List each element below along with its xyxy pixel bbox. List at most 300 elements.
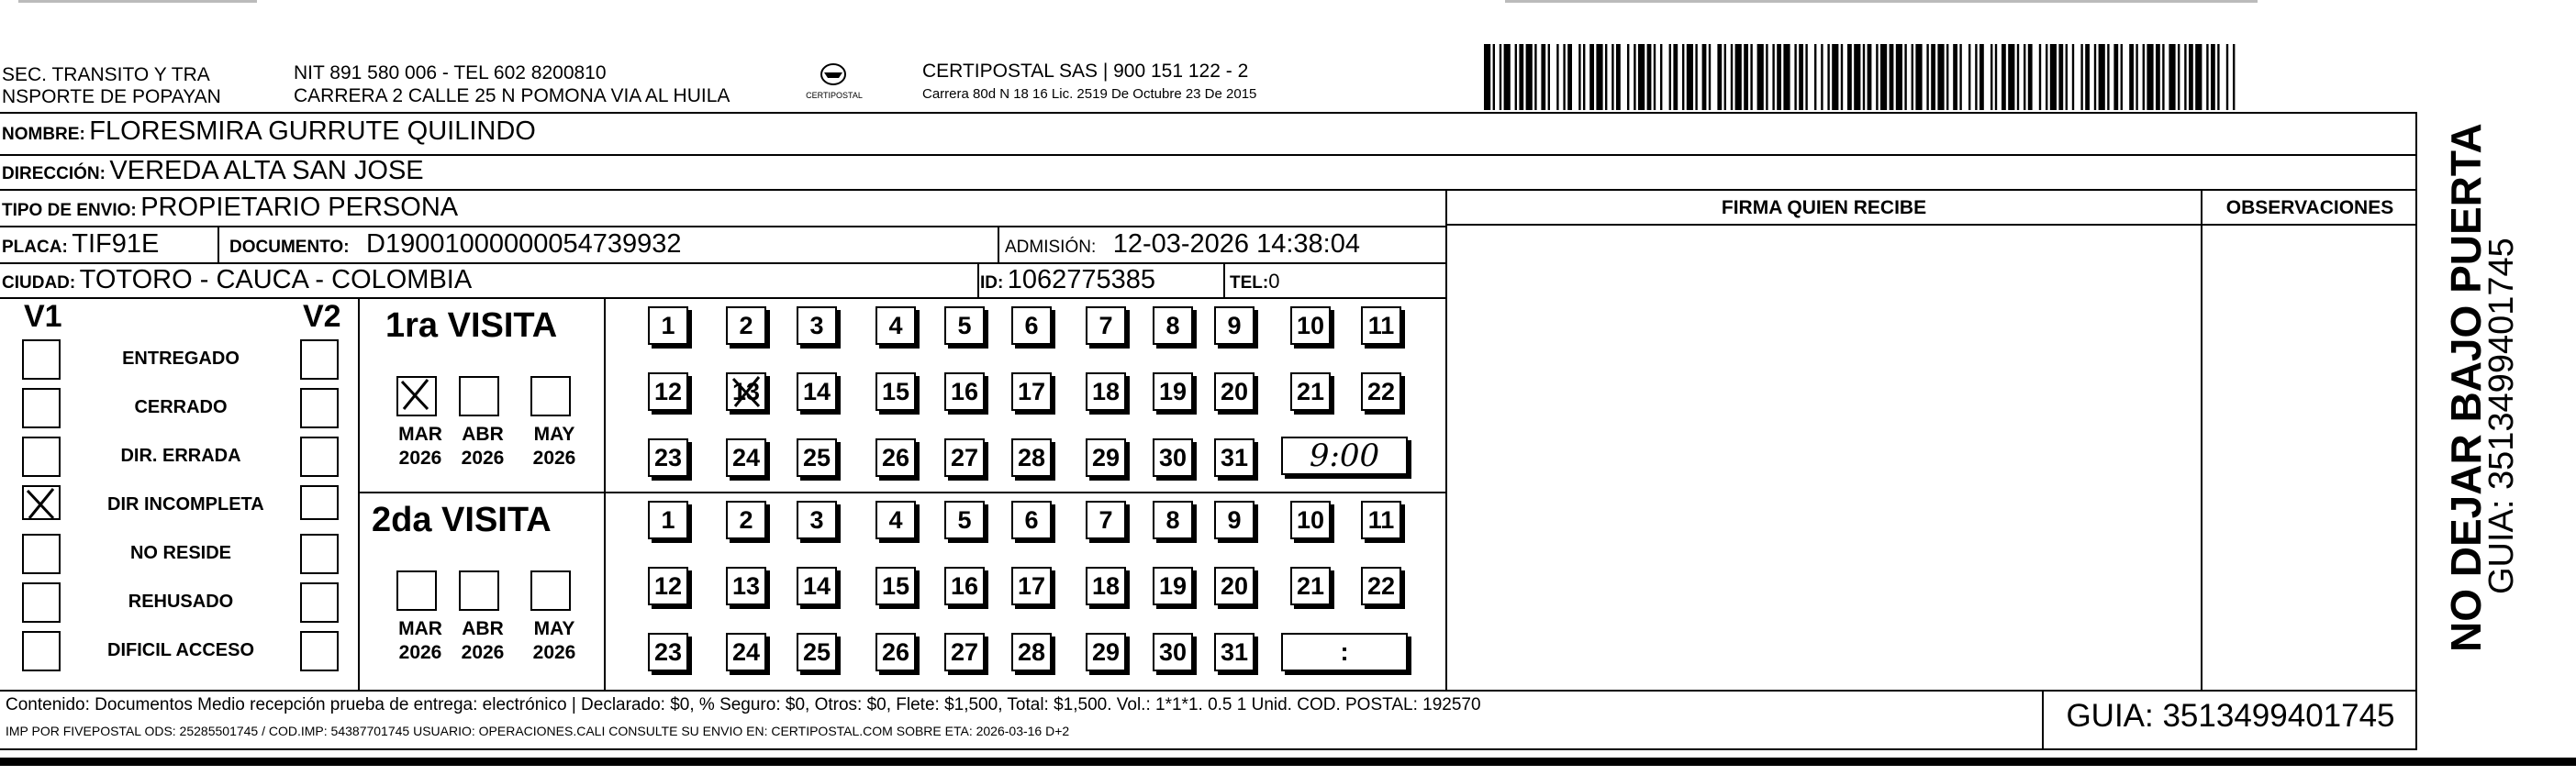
second-day-number: 16 (950, 572, 979, 600)
side-text-no-dejar: NO DEJAR BAJO PUERTA (2442, 123, 2490, 652)
admision-label: ADMISIÓN: (1005, 238, 1097, 257)
first-day-number: 30 (1158, 444, 1188, 471)
second-day-number: 1 (661, 506, 675, 534)
second-day-box[interactable] (944, 567, 985, 605)
footer-contenido: Contenido: Documentos Medio recepción prueba de entrega: electrónico | Declarado: $0, % Seguro: $0, Otros: $0, Flete: $1,500, Total: $1,500. Vol.: 1*1*1. 0.5 1 Unid. COD. POSTAL: 192570 (6, 695, 1481, 714)
nombre-value: FLORESMIRA GURRUTE QUILINDO (89, 116, 536, 146)
v2-checkbox[interactable] (300, 631, 339, 671)
barcode-bar (1915, 44, 1922, 110)
status-label: NO RESIDE (129, 543, 232, 563)
second-day-number: 30 (1158, 638, 1188, 666)
status-label: DIR INCOMPLETA (107, 494, 264, 515)
v2-checkbox[interactable] (300, 582, 339, 623)
first-day-box[interactable] (1290, 306, 1331, 345)
first-day-box[interactable] (797, 372, 837, 411)
barcode-bar (1876, 44, 1878, 110)
barcode-bar (2233, 44, 2235, 110)
first-day-number: 11 (1367, 312, 1395, 339)
second-day-box[interactable] (1214, 501, 1255, 539)
second-day-box[interactable] (648, 567, 688, 605)
tel-label: TEL: (1230, 273, 1269, 293)
first-month-label: ABR (462, 424, 504, 445)
barcode-bar (1946, 44, 1948, 110)
first-day-number: 14 (802, 378, 831, 405)
barcode-bar (1880, 44, 1887, 110)
first-day-number: 23 (653, 444, 683, 471)
second-day-number: 25 (802, 638, 831, 666)
barcode-bar (1863, 44, 1865, 110)
first-year-label: 2026 (532, 448, 576, 469)
top-partial-line (18, 0, 257, 3)
barcode-bar (1805, 44, 1807, 110)
barcode-bar (2147, 44, 2153, 110)
barcode-bar (1583, 44, 1585, 110)
first-day-box[interactable] (1011, 438, 1052, 477)
barcode-bar (1556, 44, 1558, 110)
first-day-number: 31 (1220, 444, 1249, 471)
second-day-box[interactable] (797, 501, 837, 539)
second-day-number: 3 (809, 506, 824, 534)
first-time-box[interactable] (1281, 437, 1408, 475)
check-x-icon (398, 378, 431, 411)
first-day-number: 10 (1296, 312, 1325, 339)
barcode-bar (1766, 44, 1768, 110)
second-day-number: 10 (1296, 506, 1325, 534)
first-day-box[interactable] (1361, 372, 1401, 411)
footer-guia: GUIA: 3513499401745 (2066, 698, 2395, 734)
first-day-box[interactable] (648, 372, 688, 411)
barcode-bar (1777, 44, 1781, 110)
v1-checkbox[interactable] (22, 388, 61, 428)
admision-value: 12-03-2026 14:38:04 (1112, 229, 1360, 259)
barcode-bar (2169, 44, 2175, 110)
second-day-number: 2 (739, 506, 753, 534)
second-day-number: 19 (1158, 572, 1188, 600)
first-day-box[interactable] (944, 306, 985, 345)
placa-divider (217, 227, 219, 262)
first-day-box[interactable] (1086, 306, 1126, 345)
barcode-bar (1709, 44, 1711, 110)
barcode-bar (1757, 44, 1764, 110)
first-month-label: MAR (398, 424, 442, 445)
first-month-label: MAY (533, 424, 575, 445)
second-day-box[interactable] (1086, 633, 1126, 671)
second-day-box[interactable] (944, 633, 985, 671)
firma-label: FIRMA QUIEN RECIBE (1721, 197, 1927, 218)
first-day-number: 22 (1366, 378, 1396, 405)
v1-checkbox[interactable] (22, 485, 61, 520)
first-day-number: 9 (1227, 312, 1242, 339)
v1-checkbox[interactable] (22, 339, 61, 380)
id-divider (977, 264, 979, 297)
first-day-number: 27 (950, 444, 979, 471)
barcode-bar (1995, 44, 1997, 110)
signature-area[interactable] (1447, 226, 2201, 690)
second-day-box[interactable] (944, 501, 985, 539)
first-day-box[interactable] (1086, 372, 1126, 411)
second-day-number: 17 (1017, 572, 1046, 600)
barcode-bar (1735, 44, 1742, 110)
status-label: DIFICIL ACCESO (107, 640, 255, 660)
second-day-box[interactable] (1153, 567, 1193, 605)
second-day-box[interactable] (1290, 567, 1331, 605)
barcode-bar (1589, 44, 1594, 110)
first-month-checkbox[interactable] (530, 376, 571, 416)
first-day-box[interactable] (875, 438, 916, 477)
first-day-number: 26 (881, 444, 910, 471)
second-day-box[interactable] (726, 567, 766, 605)
barcode-bar (2017, 44, 2019, 110)
barcode-bar (1519, 44, 1523, 110)
second-day-number: 24 (731, 638, 761, 666)
second-day-number: 18 (1091, 572, 1121, 600)
barcode-bar (1731, 44, 1733, 110)
second-day-number: 26 (881, 638, 910, 666)
direccion-label: DIRECCIÓN: (2, 164, 106, 183)
status-label: CERRADO (134, 397, 228, 417)
nit-line-2: CARRERA 2 CALLE 25 N POMONA VIA AL HUILA (294, 85, 730, 106)
second-day-number: 15 (881, 572, 910, 600)
barcode-image (1482, 44, 2239, 110)
barcode-bar (2121, 44, 2123, 110)
first-day-number: 29 (1091, 444, 1121, 471)
barcode-bar (1979, 44, 1984, 110)
second-day-box[interactable] (726, 633, 766, 671)
second-day-box[interactable] (875, 501, 916, 539)
placa-label: PLACA: (2, 238, 68, 257)
sender-line-2: NSPORTE DE POPAYAN (2, 86, 221, 107)
first-day-box[interactable] (1361, 306, 1401, 345)
second-day-box[interactable] (648, 501, 688, 539)
nit-line-1: NIT 891 580 006 - TEL 602 8200810 (294, 62, 607, 83)
second-day-box[interactable] (648, 633, 688, 671)
barcode-bar (1953, 44, 1957, 110)
barcode-bar (1504, 44, 1511, 110)
second-day-box[interactable] (1214, 633, 1255, 671)
barcode-bar (2028, 44, 2033, 110)
barcode-bar (2058, 44, 2063, 110)
second-day-box[interactable] (797, 567, 837, 605)
barcode-bar (1847, 44, 1852, 110)
first-day-box[interactable] (726, 438, 766, 477)
second-day-number: 8 (1165, 506, 1180, 534)
barcode-bar (2162, 44, 2164, 110)
second-day-box[interactable] (1086, 501, 1126, 539)
barcode-bar (1794, 44, 1796, 110)
second-day-box[interactable] (797, 633, 837, 671)
id-value: 1062775385 (1007, 265, 1156, 294)
footer-top-line (0, 690, 2417, 692)
barcode-bar (1821, 44, 1823, 110)
first-day-box[interactable] (944, 438, 985, 477)
second-day-number: 7 (1098, 506, 1113, 534)
first-day-box[interactable] (1011, 372, 1052, 411)
first-day-box[interactable] (797, 438, 837, 477)
first-month-checkbox[interactable] (459, 376, 499, 416)
first-day-box[interactable] (648, 306, 688, 345)
barcode-bar (1799, 44, 1803, 110)
admision-field (1005, 229, 1360, 260)
second-day-number: 4 (888, 506, 903, 534)
barcode-bar (1682, 44, 1684, 110)
first-day-box[interactable] (1086, 438, 1126, 477)
nombre-field (2, 116, 536, 147)
first-day-box[interactable] (1153, 438, 1193, 477)
barcode-bar (1926, 44, 1928, 110)
first-day-box[interactable] (1290, 372, 1331, 411)
first-day-box[interactable] (1153, 306, 1193, 345)
barcode-bar (1578, 44, 1580, 110)
second-day-number: 12 (653, 572, 683, 600)
barcode-bar (2085, 44, 2090, 110)
status-label: REHUSADO (128, 592, 234, 612)
documento-value: D19001000000054739932 (366, 229, 682, 259)
barcode-bar (1647, 44, 1652, 110)
barcode-bar (1814, 44, 1816, 110)
first-day-number: 8 (1165, 312, 1180, 339)
tel-divider (1223, 264, 1225, 297)
second-day-box[interactable] (1153, 501, 1193, 539)
carrier-line-1: CERTIPOSTAL SAS | 900 151 122 - 2 (922, 61, 1249, 82)
barcode-bar (1660, 44, 1662, 110)
barcode-bar (2206, 44, 2208, 110)
barcode-bar (1975, 44, 1977, 110)
barcode (1482, 44, 2239, 110)
first-day-box[interactable] (875, 306, 916, 345)
barcode-bar (1702, 44, 1707, 110)
v2-checkbox[interactable] (300, 437, 339, 477)
barcode-bar (1991, 44, 1992, 110)
v1-checkbox[interactable] (22, 631, 61, 671)
second-month-checkbox[interactable] (396, 570, 437, 611)
first-day-box[interactable] (797, 306, 837, 345)
v2-checkbox[interactable] (300, 534, 339, 574)
barcode-bar (1627, 44, 1629, 110)
direccion-value: VEREDA ALTA SAN JOSE (109, 156, 424, 185)
status-label: DIR. ERRADA (120, 446, 241, 466)
visit-split-line (358, 492, 1445, 493)
first-day-box[interactable] (1214, 306, 1255, 345)
first-day-number: 13 (731, 378, 761, 405)
first-day-number: 15 (881, 378, 910, 405)
logo-text: CERTIPOSTAL (806, 91, 863, 100)
barcode-bar (2080, 44, 2082, 110)
second-year-label: 2026 (398, 642, 442, 663)
second-day-box[interactable] (1011, 633, 1052, 671)
first-day-number: 18 (1091, 378, 1121, 405)
check-x-icon (24, 487, 57, 520)
v2-checkbox[interactable] (300, 339, 339, 380)
first-day-box[interactable] (1214, 372, 1255, 411)
tipo-field (2, 193, 458, 223)
tel-field (1230, 270, 1279, 293)
check-x-icon (730, 375, 763, 408)
second-day-number: 5 (957, 506, 972, 534)
barcode-bar (1890, 44, 1894, 110)
barcode-bar (1772, 44, 1774, 110)
tel-value: 0 (1268, 270, 1280, 293)
barcode-bar (1493, 44, 1495, 110)
barcode-bar (1959, 44, 1961, 110)
first-day-number: 6 (1024, 312, 1039, 339)
barcode-bar (2156, 44, 2160, 110)
second-month-checkbox[interactable] (459, 570, 499, 611)
barcode-bar (1783, 44, 1790, 110)
observaciones-label: OBSERVACIONES (2225, 197, 2394, 218)
documento-label: DOCUMENTO: (229, 238, 350, 257)
barcode-bar (2195, 44, 2202, 110)
certipostal-logo (806, 58, 861, 109)
direccion-field (2, 156, 424, 186)
barcode-bar (2184, 44, 2186, 110)
second-day-number: 29 (1091, 638, 1121, 666)
barcode-bar (2008, 44, 2014, 110)
tipo-label: TIPO DE ENVIO: (2, 201, 137, 220)
v1-label: V1 (24, 299, 62, 334)
second-day-number: 6 (1024, 506, 1039, 534)
second-day-box[interactable] (875, 567, 916, 605)
first-month-checkbox[interactable] (396, 376, 437, 416)
second-month-label: MAY (533, 618, 575, 639)
barcode-bar (1634, 44, 1635, 110)
barcode-bar (2094, 44, 2096, 110)
second-year-label: 2026 (532, 642, 576, 663)
barcode-bar (1750, 44, 1752, 110)
barcode-bar (1563, 44, 1565, 110)
barcode-bar (1638, 44, 1645, 110)
first-day-box[interactable] (944, 372, 985, 411)
second-day-number: 31 (1220, 638, 1249, 666)
second-day-box[interactable] (1011, 567, 1052, 605)
side-text-guia: GUIA: 3513499401745 (2482, 238, 2521, 594)
observaciones-area[interactable] (2202, 226, 2417, 690)
ciudad-value: TOTORO - CAUCA - COLOMBIA (79, 265, 473, 294)
second-day-box[interactable] (1361, 501, 1401, 539)
documento-field (229, 229, 682, 260)
first-day-box[interactable] (726, 372, 766, 411)
barcode-bar (1605, 44, 1607, 110)
first-visit-title: 1ra VISITA (385, 306, 558, 345)
first-day-number: 1 (661, 312, 675, 339)
barcode-bar (1654, 44, 1656, 110)
id-label: ID: (980, 273, 1004, 293)
second-day-box[interactable] (1011, 501, 1052, 539)
ciudad-field (2, 265, 472, 295)
barcode-bar (1611, 44, 1613, 110)
second-day-box[interactable] (1214, 567, 1255, 605)
first-day-number: 24 (731, 444, 761, 471)
second-day-box[interactable] (1361, 567, 1401, 605)
first-day-number: 7 (1098, 312, 1113, 339)
first-day-box[interactable] (1214, 438, 1255, 477)
first-day-number: 21 (1296, 378, 1325, 405)
v2-checkbox[interactable] (300, 388, 339, 428)
second-day-number: 28 (1017, 638, 1046, 666)
barcode-bar (1968, 44, 1970, 110)
first-day-number: 4 (888, 312, 903, 339)
first-day-box[interactable] (1011, 306, 1052, 345)
second-day-box[interactable] (726, 501, 766, 539)
barcode-bar (2189, 44, 2193, 110)
first-day-number: 5 (957, 312, 972, 339)
second-day-box[interactable] (875, 633, 916, 671)
v2-checkbox[interactable] (300, 485, 339, 520)
first-day-box[interactable] (648, 438, 688, 477)
placa-field (2, 229, 159, 260)
second-day-number: 20 (1220, 572, 1249, 600)
first-day-number: 20 (1220, 378, 1249, 405)
top-partial-line-right (1505, 0, 2258, 3)
second-day-number: 11 (1367, 506, 1395, 534)
second-month-checkbox[interactable] (530, 570, 571, 611)
first-day-number: 16 (950, 378, 979, 405)
second-day-box[interactable] (1290, 501, 1331, 539)
barcode-bar (1596, 44, 1602, 110)
barcode-bar (1695, 44, 1697, 110)
barcode-bar (2226, 44, 2228, 110)
v1-checkbox[interactable] (22, 437, 61, 477)
barcode-bar (1515, 44, 1517, 110)
barcode-bar (1937, 44, 1944, 110)
id-field (980, 265, 1155, 295)
v1-checkbox[interactable] (22, 582, 61, 623)
second-day-number: 21 (1296, 572, 1325, 600)
first-day-box[interactable] (1153, 372, 1193, 411)
barcode-bar (1931, 44, 1935, 110)
barcode-bar (1832, 44, 1838, 110)
second-time-box[interactable] (1281, 633, 1408, 671)
barcode-bar (2143, 44, 2145, 110)
barcode-bar (2066, 44, 2068, 110)
barcode-bar (1744, 44, 1748, 110)
barcode-bar (1904, 44, 1906, 110)
barcode-bar (2039, 44, 2041, 110)
first-day-box[interactable] (875, 372, 916, 411)
barcode-bar (2129, 44, 2134, 110)
barcode-bar (1534, 44, 1536, 110)
barcode-bar (1526, 44, 1533, 110)
barcode-bar (1548, 44, 1550, 110)
barcode-bar (1500, 44, 1501, 110)
barcode-bar (1724, 44, 1726, 110)
v2-column-divider (358, 297, 360, 690)
footer-imp: IMP POR FIVEPOSTAL ODS: 25285501745 / COD.IMP: 54387701745 USUARIO: OPERACIONES.CALI CONSULTE SU ENVIO EN: CERTIPOSTAL.COM SOBRE ETA: 2026-03-16 D+2 (6, 724, 1070, 738)
barcode-bar (1841, 44, 1843, 110)
first-day-box[interactable] (726, 306, 766, 345)
barcode-bar (1868, 44, 1872, 110)
second-time-value: : (1340, 637, 1349, 666)
carrier-line-2: Carrera 80d N 18 16 Lic. 2519 De Octubre 23 De 2015 (922, 86, 1257, 102)
v1-checkbox[interactable] (22, 534, 61, 574)
second-day-box[interactable] (1153, 633, 1193, 671)
second-month-label: ABR (462, 618, 504, 639)
tipo-value: PROPIETARIO PERSONA (140, 193, 459, 222)
second-day-number: 9 (1227, 506, 1242, 534)
barcode-bar (2072, 44, 2074, 110)
first-day-number: 25 (802, 444, 831, 471)
second-month-label: MAR (398, 618, 442, 639)
barcode-bar (2046, 44, 2047, 110)
bottom-bar (0, 758, 2576, 766)
visit-title-divider (604, 297, 606, 690)
barcode-bar (1827, 44, 1829, 110)
logo-icon (806, 58, 861, 109)
barcode-bar (2178, 44, 2180, 110)
barcode-bar (1484, 44, 1490, 110)
second-year-label: 2026 (461, 642, 505, 663)
barcode-bar (1541, 44, 1545, 110)
second-day-box[interactable] (1086, 567, 1126, 605)
